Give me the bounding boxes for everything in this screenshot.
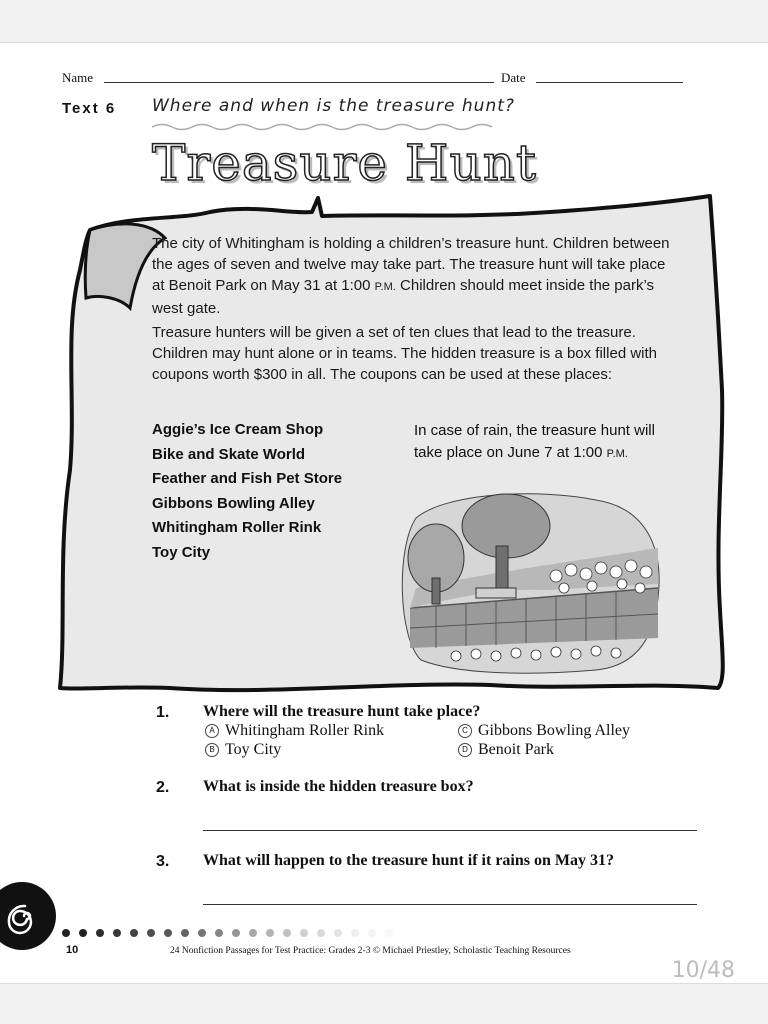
footer-dots	[62, 929, 393, 937]
answer-label: Benoit Park	[478, 741, 554, 758]
answer-bubble[interactable]: C	[458, 724, 472, 738]
page-indicator: 10/48	[671, 958, 735, 983]
answer-label: Whitingham Roller Rink	[225, 722, 385, 739]
answer-label: Gibbons Bowling Alley	[478, 722, 631, 739]
question-text: What will happen to the treasure hunt if it rains on May 31?	[203, 852, 614, 869]
answer-option-c[interactable]	[458, 722, 630, 740]
question-number: 3.	[156, 853, 170, 870]
answer-bubble[interactable]: A	[205, 724, 219, 738]
spiral-icon	[0, 880, 60, 952]
answer-line[interactable]	[203, 904, 697, 905]
wavy-underline	[150, 122, 500, 132]
park-illustration	[396, 488, 666, 676]
question-text: What is inside the hidden treasure box?	[203, 778, 474, 795]
question-prompt: Where and when is the treasure hunt?	[152, 96, 515, 116]
coupon-places-list	[152, 418, 342, 565]
list-item: Aggie’s Ice Cream Shop	[152, 421, 324, 438]
list-item: Whitingham Roller Rink	[152, 519, 322, 536]
date-line	[536, 82, 683, 83]
list-item: Toy City	[152, 543, 211, 561]
answer-line[interactable]	[203, 830, 697, 831]
question-number: 2.	[156, 779, 170, 796]
answer-option-b[interactable]	[205, 741, 281, 759]
list-item: Bike and Skate World	[152, 445, 306, 463]
name-label: Name	[62, 70, 94, 85]
date-label: Date	[501, 70, 526, 85]
footer-page-number: 10	[66, 944, 79, 956]
answer-bubble[interactable]: D	[458, 743, 472, 757]
footer-citation: 24 Nonfiction Passages for Test Practice: Grades 2-3 © Michael Priestley, Scholastic Teaching Resources	[170, 946, 571, 956]
passage-paragraph-1: The city of Whitingham is holding a children’s treasure hunt. Children between the ages of seven and twelve may take part. The treasure hunt will take place at Benoit Park on May 31 at 1:00 P.M. Children should meet inside the park’s west gate.	[152, 235, 670, 317]
rain-note: In case of rain, the treasure hunt will take place on June 7 at 1:00 P.M.	[414, 422, 655, 461]
text-label: Text 6	[62, 100, 117, 117]
answer-option-a[interactable]	[205, 722, 384, 740]
answer-label: Toy City	[225, 741, 282, 758]
answer-option-d[interactable]	[458, 741, 554, 759]
list-item: Gibbons Bowling Alley	[152, 494, 315, 512]
answer-bubble[interactable]: B	[205, 743, 219, 757]
question-text: Where will the treasure hunt take place?	[203, 703, 481, 720]
passage-paragraph-2: Treasure hunters will be given a set of ten clues that lead to the treasure. Children may hunt alone or in teams. The hidden treasure is a box filled with coupons worth $300 in all. The coupons can be used at these places:	[152, 324, 657, 383]
question-number: 1.	[156, 704, 170, 721]
list-item: Feather and Fish Pet Store	[152, 470, 343, 487]
page-title: Treasure Hunt	[152, 134, 537, 192]
name-line	[104, 82, 494, 83]
